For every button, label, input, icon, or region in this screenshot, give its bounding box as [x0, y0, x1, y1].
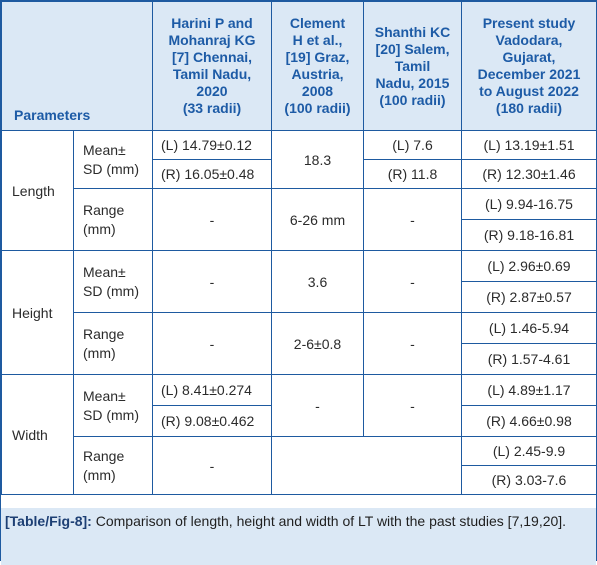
cell-value: (R) 11.8 [364, 160, 462, 189]
cell-value: - [153, 437, 272, 495]
cell-value: (L) 7.6 [364, 131, 462, 160]
cell-value: 3.6 [272, 251, 364, 313]
cell-value: 18.3 [272, 131, 364, 189]
cell-value: (L) 14.79±0.12 [153, 131, 272, 160]
cell-value: (R) 9.18-16.81 [462, 220, 597, 251]
param-length: Length [2, 131, 74, 251]
table-caption [1, 508, 596, 565]
cell-value: (L) 2.45-9.9 [462, 437, 597, 466]
range-label: Range (mm) [74, 437, 153, 495]
cell-value: - [272, 375, 364, 437]
header-row [2, 2, 597, 131]
cell-empty [272, 437, 462, 495]
cell-value: (L) 13.19±1.51 [462, 131, 597, 160]
table-row [2, 375, 597, 406]
param-height: Height [2, 251, 74, 375]
table-row [2, 251, 597, 282]
table-row [2, 313, 597, 344]
header-study-clement: Clement H et al., [19] Graz, Austria, 2008 (100 radii) [272, 2, 364, 131]
caption-text: Comparison of length, height and width of LT with the past studies [7,19,20]. [91, 513, 567, 529]
cell-value: (R) 12.30±1.46 [462, 160, 597, 189]
cell-value: - [153, 313, 272, 375]
mean-sd-label: Mean± SD (mm) [74, 251, 153, 313]
cell-value: (R) 3.03-7.6 [462, 466, 597, 495]
cell-value: (R) 16.05±0.48 [153, 160, 272, 189]
comparison-table [1, 1, 597, 495]
mean-sd-label: Mean± SD (mm) [74, 131, 153, 189]
header-present-study: Present study Vadodara, Gujarat, December 2021 to August 2022 (180 radii) [462, 2, 597, 131]
range-label: Range (mm) [74, 189, 153, 251]
header-study-harini: Harini P and Mohanraj KG [7] Chennai, Tamil Nadu, 2020 (33 radii) [153, 2, 272, 131]
cell-value: (L) 2.96±0.69 [462, 251, 597, 282]
header-parameters: Parameters [2, 2, 153, 131]
cell-value: (R) 2.87±0.57 [462, 282, 597, 313]
cell-value: (R) 1.57-4.61 [462, 344, 597, 375]
caption-tag: [Table/Fig-8]: [5, 513, 92, 529]
table-row [2, 189, 597, 220]
cell-value: 6-26 mm [272, 189, 364, 251]
table-row [2, 131, 597, 160]
cell-value: (R) 4.66±0.98 [462, 406, 597, 437]
cell-value: - [364, 189, 462, 251]
cell-value: - [364, 375, 462, 437]
cell-value: 2-6±0.8 [272, 313, 364, 375]
header-study-shanthi: Shanthi KC [20] Salem, Tamil Nadu, 2015 (100 radii) [364, 2, 462, 131]
cell-value: (L) 9.94-16.75 [462, 189, 597, 220]
cell-value: - [153, 189, 272, 251]
cell-value: (L) 4.89±1.17 [462, 375, 597, 406]
table-row [2, 437, 597, 466]
cell-value: - [153, 251, 272, 313]
cell-value: (L) 8.41±0.274 [153, 375, 272, 406]
param-width: Width [2, 375, 74, 495]
cell-value: - [364, 313, 462, 375]
mean-sd-label: Mean± SD (mm) [74, 375, 153, 437]
range-label: Range (mm) [74, 313, 153, 375]
cell-value: - [364, 251, 462, 313]
cell-value: (R) 9.08±0.462 [153, 406, 272, 437]
cell-value: (L) 1.46-5.94 [462, 313, 597, 344]
